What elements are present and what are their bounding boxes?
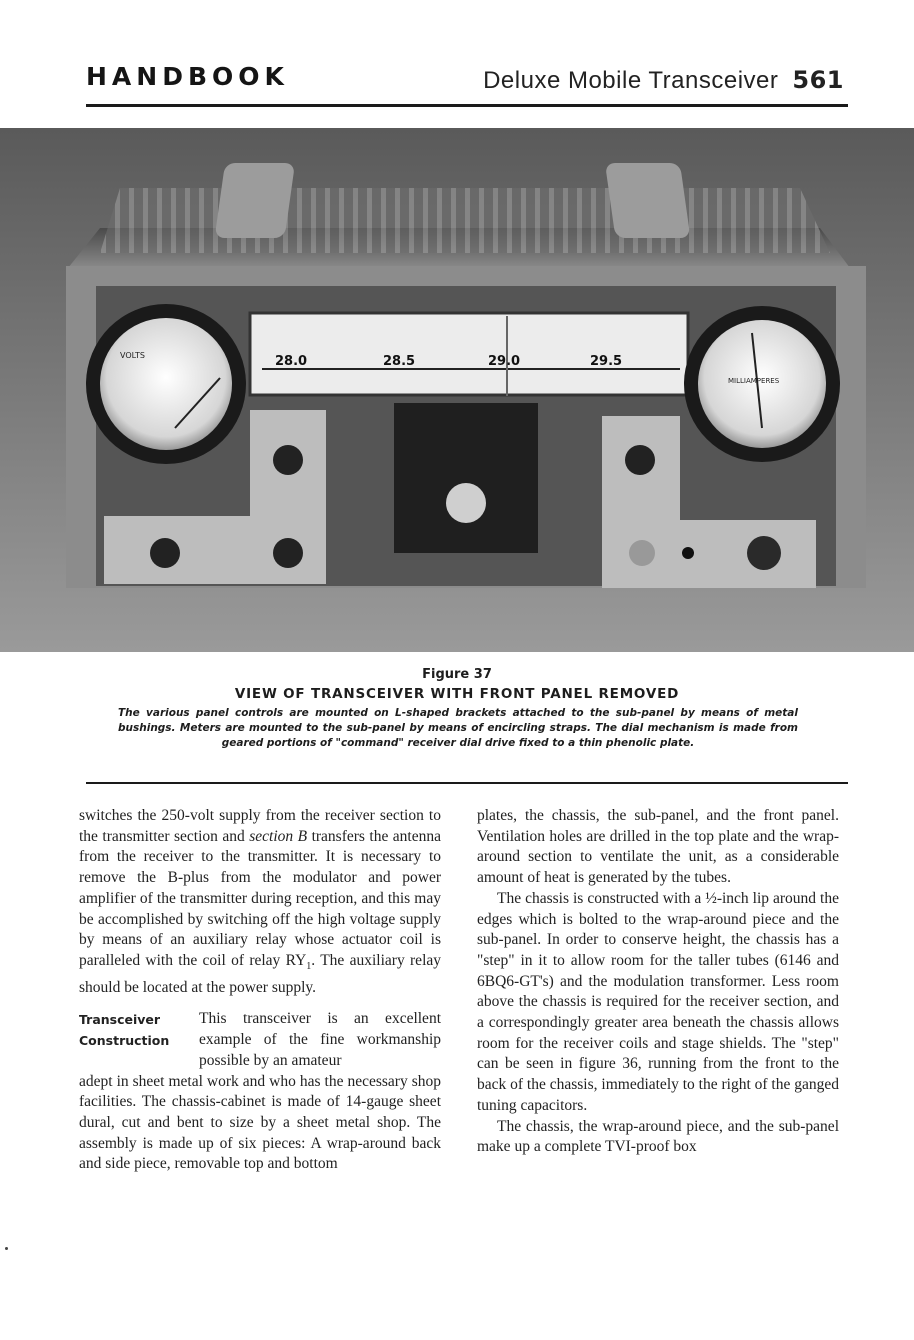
knob-1 [150,538,180,568]
ventilation-slots [100,188,830,253]
figure-number: Figure 37 [422,667,492,682]
right-column [477,806,839,1158]
dial-mark-29-0: 29.0 [488,354,521,369]
knob-4 [625,445,655,475]
italic-text: section B [249,827,308,845]
pilot-lamp [682,547,694,559]
text-run: The chassis is constructed with a [497,889,706,907]
handle-left [215,163,296,238]
milliammeter-label: MILLIAMPERES [728,377,780,385]
knob-3 [273,445,303,475]
handle-right [605,163,691,238]
text-run: . The auxiliary relay should be located at the power supply. [79,951,441,996]
knob-5 [629,540,655,566]
text-run: transfers the antenna from the receiver to the transmitter. It is necessary to remove the B-plus from the modulator and power amplifier of the transmitter during reception, and this may be accomplished by switching off the high voltage supply by means of an auxiliary relay whose actuator coil is paralleled with the coil of relay RY [79,827,441,969]
connector [747,536,781,570]
dial-mark-29-5: 29.5 [590,354,623,369]
knob-2 [273,538,303,568]
figure-caption: The various panel controls are mounted on L-shaped brackets attached to the sub-panel by means of metal bushings. Meters are mounted to the sub-panel by means of encircling straps. The dial mechanism is made from geared portions of "command" receiver dial drive fixed to a thin phenolic plate. [118,707,798,749]
page-speck [5,1247,8,1250]
subscript: 1 [306,961,312,973]
section-heading [79,1010,199,1051]
chapter-title: Deluxe Mobile Transceiver [483,67,779,94]
voltmeter-face [100,318,232,450]
text-run: switches the 250-volt supply from the receiver section to the transmitter section and [79,807,441,845]
text-run: -inch lip around the edges which is bolted to the wrap-around piece and the sub-panel. In order to conserve height, the chassis has a "step" in it to allow room for the taller tubes (6146 and 6BQ6-GT's) and the modulation transformer. Less room above the chassis is required for the receiver section, and a correspondingly greater area beneath the chassis allows room for the receiver coils and stage shields. The "step" can be seen in figure 36, running from the front to the back of the chassis, immediately to the right of the ganged tuning capacitors. [477,889,839,1114]
dial-mark-28-5: 28.5 [383,354,416,369]
page-number: 561 [792,66,844,94]
paragraph [79,806,441,998]
paragraph-lead: This transceiver is an excellent example of the fine workmanship possible by an amateur [199,1010,441,1069]
header-rule [86,104,848,107]
paragraph: adept in sheet metal work and who has the necessary shop facilities. The chassis-cabinet is made of 14-gauge sheet dural, cut and bent to size by a sheet metal shop. The assembly is made up of six pieces: A wrap-around back and side piece, removable top and bottom [79,1072,441,1173]
paragraph: The chassis, the wrap-around piece, and the sub-panel make up a complete TVI-proof box [477,1117,839,1156]
section-heading-line-1: Transceiver [79,1012,161,1028]
center-plate [394,403,538,553]
left-column [79,806,441,1175]
dial-window [250,313,688,395]
transceiver-photo [0,128,914,652]
figure-title: VIEW OF TRANSCEIVER WITH FRONT PANEL REMOVED [234,686,680,702]
section-heading-line-2: Construction [79,1033,170,1049]
caption-rule [86,782,848,784]
voltmeter-label: VOLTS [120,351,145,360]
running-head-title [483,66,844,95]
paragraph: plates, the chassis, the sub-panel, and the front panel. Ventilation holes are drilled in the top plate and the wrap-around section to ventilate the unit, as a considerable amount of heat is generated by the tubes. [477,807,839,887]
fraction: ½ [705,889,717,907]
transceiver-photo-drawing [0,128,914,652]
running-head-handbook: HANDBOOK [86,62,289,91]
dial-mark-28-0: 28.0 [275,354,308,369]
center-tube [446,483,486,523]
paragraph [477,889,839,1117]
